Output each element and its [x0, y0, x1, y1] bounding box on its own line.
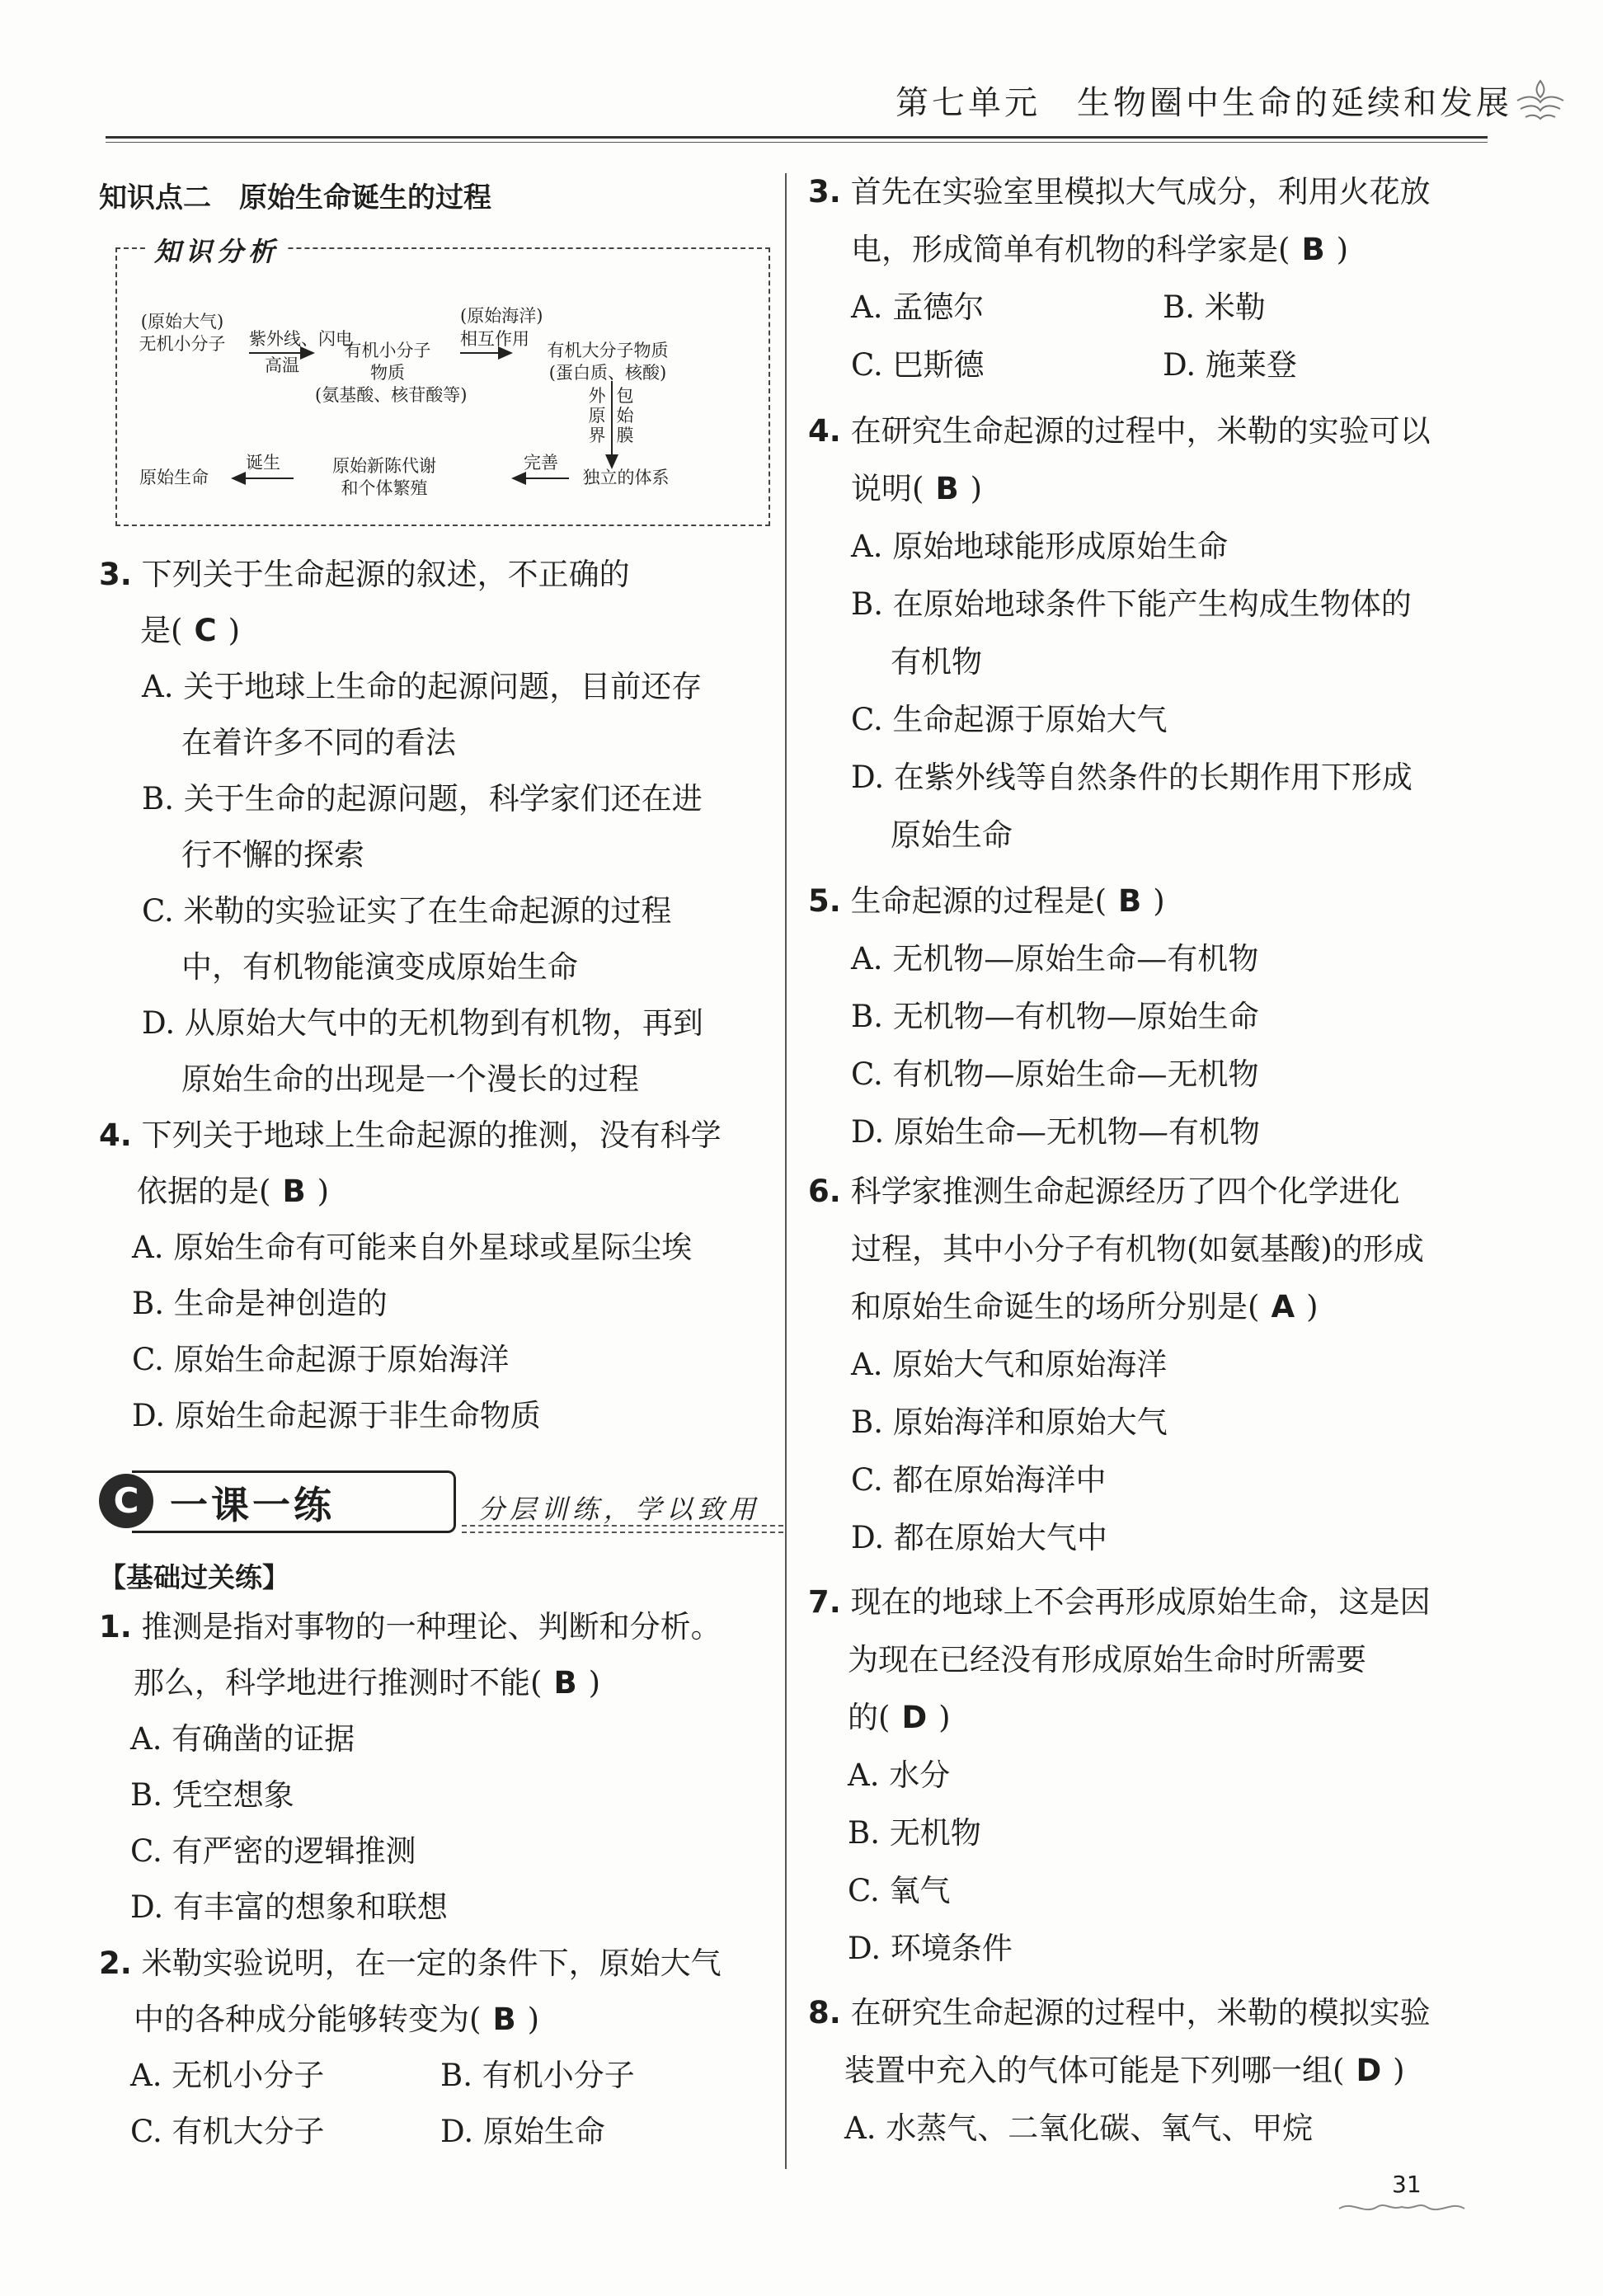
column-divider: [785, 173, 787, 2169]
arrow2-label-interaction: 相互作用: [460, 329, 529, 349]
question-text: ): [588, 1665, 601, 1701]
option-b: B. 米勒: [1163, 289, 1266, 325]
option-a: A. 孟德尔: [851, 289, 985, 325]
unit-title: 第七单元 生物圈中生命的延续和发展: [896, 84, 1512, 122]
question-text: 科学家推测生命起源经历了四个化学进化: [850, 1174, 1400, 1209]
option-d: D. 都在原始大气中: [851, 1520, 1107, 1555]
question-text: ): [970, 471, 983, 506]
vertical-label-char: 包: [616, 386, 634, 406]
node-organic-small-examples: (氨基酸、核苷酸等): [315, 385, 468, 405]
question-text: 米勒实验说明，在一定的条件下，原始大气: [141, 1945, 722, 1981]
option-d: D. 原始生命—无机物—有机物: [851, 1114, 1260, 1150]
node-independent-system: 独立的体系: [582, 468, 670, 487]
question-text: 推测是指对事物的一种理论、判断和分析。: [141, 1609, 722, 1644]
vertical-label-char: 外: [588, 386, 606, 406]
question-text: ): [527, 2002, 540, 2037]
option-b-cont: 行不懈的探索: [181, 837, 364, 873]
node-organic-small-molecules: 有机小分子: [344, 341, 431, 360]
option-b: B. 有机小分子: [440, 2058, 635, 2093]
question-text: 为现在已经没有形成原始生命时所需要: [848, 1642, 1366, 1677]
option-b: B. 无机物: [848, 1815, 981, 1851]
vertical-label-char: 膜: [616, 426, 634, 445]
question-text: 下列关于生命起源的叙述，不正确的: [141, 557, 630, 592]
question-text: ): [1336, 232, 1349, 267]
question-text: 是(: [140, 613, 183, 648]
option-b: B. 生命是神创造的: [132, 1286, 388, 1321]
option-c: C. 原始生命起源于原始海洋: [132, 1342, 510, 1377]
vertical-label-char: 原: [588, 406, 606, 426]
vertical-label-char: 界: [588, 426, 606, 445]
arrow1-label-top: 紫外线、闪电: [249, 329, 353, 349]
question-number: 7.: [808, 1584, 841, 1620]
question-number: 4.: [808, 413, 841, 449]
option-c: C. 有严密的逻辑推测: [130, 1833, 416, 1869]
header-rule: [106, 136, 1488, 139]
node-primitive-atmosphere: (原始大气): [140, 312, 224, 332]
node-organic-macro-examples: (蛋白质、核酸): [548, 363, 667, 383]
option-b: B. 凭空想象: [130, 1777, 294, 1813]
knowledge-point-title: 知识点二 原始生命诞生的过程: [99, 181, 491, 214]
knowledge-box-title: 知识分析: [146, 231, 288, 269]
answer-label: B: [1301, 232, 1325, 267]
option-d: D. 在紫外线等自然条件的长期作用下形成: [851, 760, 1413, 795]
option-d: D. 原始生命起源于非生命物质: [132, 1398, 541, 1433]
option-d: D. 环境条件: [848, 1931, 1013, 1966]
question-number: 1.: [99, 1609, 132, 1644]
option-b: B. 原始海洋和原始大气: [851, 1404, 1168, 1440]
question-text: 下列关于地球上生命起源的推测，没有科学: [141, 1117, 722, 1153]
header-ornament-icon: [1514, 73, 1567, 125]
footer-ornament-icon: [1336, 2197, 1468, 2217]
banner-subtitle: 分层训练，学以致用: [478, 1494, 761, 1525]
option-d: D. 原始生命: [440, 2114, 605, 2149]
header-rule-thin: [106, 142, 1488, 143]
knowledge-analysis-box: [115, 236, 770, 526]
option-d: D. 有丰富的想象和联想: [130, 1889, 448, 1925]
question-text: 过程，其中小分子有机物(如氨基酸)的形成: [851, 1231, 1424, 1267]
question-number: 5.: [808, 883, 841, 919]
node-primitive-life: 原始生命: [139, 468, 209, 487]
answer-label: B: [282, 1174, 306, 1209]
question-number: 3.: [99, 557, 132, 592]
question-number: 6.: [808, 1174, 841, 1209]
question-text: 生命起源的过程是(: [850, 883, 1107, 919]
answer-label: B: [492, 2002, 516, 2037]
question-text: 和原始生命诞生的场所分别是(: [851, 1289, 1260, 1324]
option-a: A. 原始地球能形成原始生命: [851, 529, 1229, 564]
option-b-cont: 有机物: [891, 644, 982, 680]
question-text: ): [228, 613, 241, 648]
arrow2-label-ocean: (原始海洋): [460, 306, 543, 326]
option-c: C. 米勒的实验证实了在生命起源的过程: [142, 893, 672, 929]
question-text: ): [1393, 2053, 1405, 2088]
question-text: 电，形成简单有机物的科学家是(: [851, 232, 1290, 267]
practice-banner: [99, 1470, 783, 1536]
option-c: C. 有机物—原始生命—无机物: [851, 1056, 1259, 1092]
question-text: 在研究生命起源的过程中，米勒的模拟实验: [850, 1995, 1431, 2030]
question-text: 的(: [848, 1700, 891, 1735]
option-a: A. 水分: [848, 1757, 951, 1793]
question-3-stem: [99, 556, 759, 594]
node-reproduction: 和个体繁殖: [341, 478, 428, 498]
question-text: ): [317, 1174, 330, 1209]
option-c: C. 生命起源于原始大气: [851, 702, 1168, 737]
option-a: A. 无机物—原始生命—有机物: [851, 941, 1259, 976]
option-b: B. 关于生命的起源问题，科学家们还在进: [142, 781, 703, 816]
question-text: ): [1306, 1289, 1319, 1324]
option-a: A. 水蒸气、二氧化碳、氧气、甲烷: [844, 2110, 1314, 2146]
banner-dash: [462, 1525, 783, 1527]
option-d-cont: 原始生命的出现是一个漫长的过程: [181, 1061, 639, 1097]
arrow1-label-bottom: 高温: [265, 355, 299, 375]
option-c: C. 氧气: [848, 1873, 951, 1908]
question-number: 4.: [99, 1117, 132, 1153]
question-text: 装置中充入的气体可能是下列哪一组(: [844, 2053, 1345, 2088]
question-text: 说明(: [851, 471, 924, 506]
question-text: 首先在实验室里模拟大气成分，利用火花放: [850, 174, 1431, 209]
answer-label: B: [553, 1665, 577, 1701]
option-a: A. 有确凿的证据: [130, 1721, 355, 1757]
node-organic-small-molecules-2: 物质: [370, 363, 405, 383]
option-d: D. 从原始大气中的无机物到有机物，再到: [142, 1005, 703, 1041]
banner-title: 一课一练: [170, 1483, 335, 1527]
question-text: ): [1153, 883, 1165, 919]
vertical-label-char: 始: [616, 406, 634, 426]
answer-label: D: [901, 1700, 928, 1735]
question-text: 那么，科学地进行推测时不能(: [134, 1665, 543, 1701]
option-a: A. 关于地球上生命的起源问题，目前还存: [142, 669, 703, 704]
answer-label: D: [1356, 2053, 1382, 2088]
question-number: 3.: [808, 174, 841, 209]
option-b: B. 在原始地球条件下能产生构成生物体的: [851, 586, 1412, 622]
banner-dash: [462, 1531, 783, 1533]
question-text: 在研究生命起源的过程中，米勒的实验可以: [850, 413, 1431, 449]
answer-label: A: [1271, 1289, 1295, 1324]
option-c: C. 有机大分子: [130, 2114, 325, 2149]
answer-label: B: [935, 471, 959, 506]
option-b: B. 无机物—有机物—原始生命: [851, 999, 1259, 1034]
node-organic-macromolecules: 有机大分子物质: [547, 341, 669, 360]
answer-label: B: [1118, 883, 1142, 919]
option-a: A. 原始大气和原始海洋: [851, 1347, 1168, 1382]
option-d: D. 施莱登: [1163, 347, 1297, 383]
node-metabolism: 原始新陈代谢: [332, 456, 436, 476]
banner-letter: C: [99, 1474, 153, 1528]
question-number: 8.: [808, 1995, 841, 2030]
arrow5-label: 诞生: [246, 453, 280, 473]
question-text: 现在的地球上不会再形成原始生命，这是因: [850, 1584, 1431, 1620]
option-a: A. 原始生命有可能来自外星球或星际尘埃: [132, 1230, 693, 1265]
option-c-cont: 中，有机物能演变成原始生命: [181, 949, 578, 985]
section-title: 【基础过关练】: [99, 1561, 289, 1593]
page-number: 31: [1392, 2171, 1422, 2198]
option-a: A. 无机小分子: [130, 2058, 325, 2093]
option-c: C. 都在原始海洋中: [851, 1462, 1107, 1498]
answer-label: C: [194, 613, 217, 648]
option-a-cont: 在着许多不同的看法: [181, 725, 456, 760]
question-number: 2.: [99, 1945, 132, 1981]
question-text: ): [938, 1700, 951, 1735]
arrow4-label: 完善: [524, 453, 558, 473]
node-inorganic-small-molecules: 无机小分子: [139, 334, 226, 354]
option-c: C. 巴斯德: [851, 347, 985, 383]
question-text: 中的各种成分能够转变为(: [134, 2002, 482, 2037]
option-d-cont: 原始生命: [891, 817, 1013, 853]
question-text: 依据的是(: [137, 1174, 271, 1209]
